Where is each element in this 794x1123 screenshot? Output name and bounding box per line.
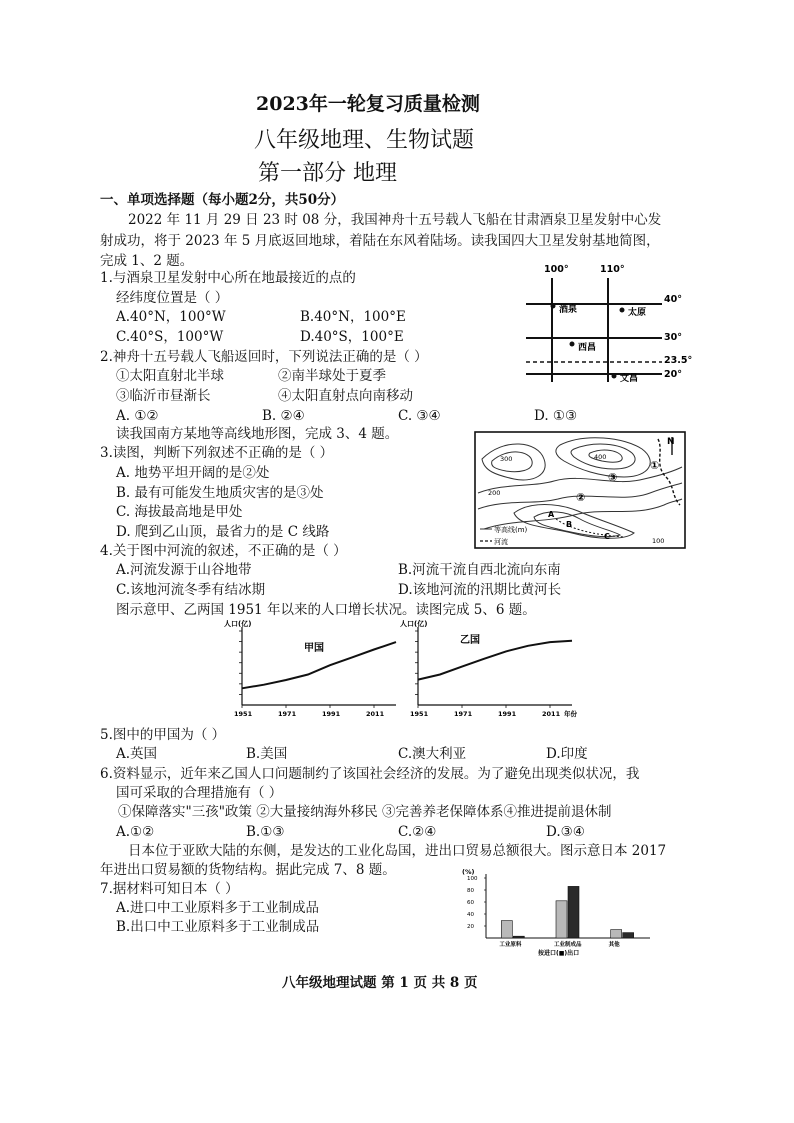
bar-import <box>556 901 567 938</box>
bar-export <box>513 936 524 938</box>
point-2-label: ② <box>576 491 586 504</box>
question-2-option-c: C. ③④ <box>398 408 441 424</box>
legend-river: 河流 <box>494 538 508 546</box>
taiyuan-marker <box>620 308 625 313</box>
x-tick-label: 1991 <box>498 710 517 718</box>
x-tick-label: 1971 <box>278 710 297 718</box>
chart-title: 乙国 <box>460 635 480 646</box>
exam-title: 2023年一轮复习质量检测 <box>256 93 480 115</box>
legend-contour: 等高线(m) <box>494 526 528 534</box>
elevation-label: 100 <box>652 537 665 545</box>
question-1-stem: 经纬度位置是（ ） <box>116 290 229 306</box>
y-axis-label: (%) <box>462 868 475 876</box>
question-1-option-c: C.40°S，100°W <box>116 329 224 345</box>
question-2-item: ①太阳直射北半球 <box>116 368 224 384</box>
question-2-item: ③临沂市昼渐长 <box>116 388 211 404</box>
city-wenchang: 文昌 <box>620 374 639 384</box>
y-tick-label: 80 <box>467 888 474 894</box>
question-3-stem: 3.读图，判断下列叙述不正确的是（ ） <box>100 445 334 461</box>
city-jiuquan: 酒泉 <box>559 305 578 315</box>
route-b-label: B <box>566 520 573 529</box>
question-4-option-c: C.该地河流冬季有结冰期 <box>116 582 266 598</box>
y-axis-label: 人口(亿) <box>224 620 252 628</box>
bar-export <box>568 886 579 938</box>
elevation-label: 300 <box>500 455 513 463</box>
page-footer: 八年级地理试题 第 1 页 共 8 页 <box>282 975 478 991</box>
jiuquan-marker <box>551 304 556 309</box>
question-2-option-a: A. ①② <box>116 408 159 424</box>
lat-label-20: 20° <box>664 369 682 380</box>
xichang-marker <box>570 342 575 347</box>
question-3-option-d: D. 爬到乙山顶，最省力的是 C 线路 <box>116 524 330 540</box>
x-tick-label: 2011 <box>366 710 385 718</box>
city-xichang: 西昌 <box>578 343 597 353</box>
x-axis-label: 年份 <box>564 710 577 718</box>
intro-56: 图示意甲、乙两国 1951 年以来的人口增长状况。读图完成 5、6 题。 <box>116 602 536 618</box>
question-7-option-b: B.出口中工业原料多于工业制成品 <box>116 919 320 935</box>
question-4-option-d: D.该地河流的汛期比黄河长 <box>398 582 562 598</box>
contour-map <box>474 431 686 549</box>
x-tick-label: 1951 <box>234 710 253 718</box>
y-tick-label: 40 <box>467 912 474 918</box>
question-7-stem: 7.据材料可知日本（ ） <box>100 881 239 897</box>
question-1-option-b: B.40°N，100°E <box>300 309 406 325</box>
question-4-stem: 4.关于图中河流的叙述，不正确的是（ ） <box>100 543 347 559</box>
question-5-option-a: A.英国 <box>116 746 158 762</box>
question-5-option-c: C.澳大利亚 <box>398 746 467 762</box>
lon-label-100: 100° <box>544 264 569 275</box>
bar-import <box>501 921 512 938</box>
population-chart-jia <box>220 617 406 721</box>
question-2-stem: 2.神舟十五号载人飞船返回时，下列说法正确的是（ ） <box>100 349 428 365</box>
series-line <box>418 641 572 680</box>
exam-subtitle: 八年级地理、生物试题 <box>254 128 475 153</box>
x-tick-label: 2011 <box>542 710 561 718</box>
question-2-item: ④太阳直射点向南移动 <box>278 388 413 404</box>
japan-trade-chart <box>460 866 660 958</box>
question-5-option-d: D.印度 <box>546 746 588 762</box>
x-tick-label: 其他 <box>608 942 620 948</box>
legend-label: 按进口(■)出口 <box>538 950 580 957</box>
y-tick-label: 60 <box>467 900 474 906</box>
question-6-option-c: C.②④ <box>398 824 437 840</box>
question-4-option-b: B.河流干流自西北流向东南 <box>398 562 561 578</box>
intro-34: 读我国南方某地等高线地形图，完成 3、4 题。 <box>116 426 399 442</box>
north-label: N <box>667 437 675 447</box>
lat-label-40: 40° <box>664 294 682 305</box>
bar-export <box>623 933 634 938</box>
elevation-label: 400 <box>594 453 607 461</box>
question-6-option-d: D.③④ <box>546 824 585 840</box>
intro-78: 年进出口贸易额的货物结构。据此完成 7、8 题。 <box>100 862 396 878</box>
x-tick-label: 1971 <box>454 710 473 718</box>
question-1-stem: 1.与酒泉卫星发射中心所在地最接近的点的 <box>100 270 356 286</box>
x-tick-label: 1951 <box>410 710 429 718</box>
bar-import <box>611 930 622 938</box>
question-5-option-b: B.美国 <box>246 746 288 762</box>
intro-line: 射成功，将于 2023 年 5 月底返回地球，着陆在东风着陆场。读我国四大卫星发射基地简图， <box>100 233 660 249</box>
launch-sites-map <box>512 260 708 398</box>
city-taiyuan: 太原 <box>628 308 647 318</box>
question-4-option-a: A.河流发源于山谷地带 <box>116 562 252 578</box>
point-1-label: ① <box>650 459 660 472</box>
lat-label-23: 23.5° <box>664 355 693 366</box>
point-3-label: ③ <box>608 471 618 484</box>
question-2-option-b: B. ②④ <box>262 408 305 424</box>
y-axis-label: 人口(亿) <box>400 620 428 628</box>
question-1-option-a: A.40°N，100°W <box>116 309 226 325</box>
question-6-items: ①保障落实"三孩"政策 ②大量接纳海外移民 ③完善养老保障体系④推进提前退休制 <box>118 804 612 820</box>
part-title: 第一部分 地理 <box>258 161 397 186</box>
question-6-stem: 国可采取的合理措施有（ ） <box>116 785 283 801</box>
x-tick-label: 1991 <box>322 710 341 718</box>
intro-line: 2022 年 11 月 29 日 23 时 08 分，我国神舟十五号载人飞船在甘肃酒泉卫星发射中心发 <box>128 212 662 228</box>
question-6-stem: 6.资料显示，近年来乙国人口问题制约了该国社会经济的发展。为了避免出现类似状况，我 <box>100 766 640 782</box>
section-heading: 一、单项选择题（每小题2分，共50分） <box>100 192 345 208</box>
question-1-option-d: D.40°S，100°E <box>300 329 404 345</box>
question-3-option-a: A. 地势平坦开阔的是②处 <box>116 465 270 481</box>
chart-title: 甲国 <box>304 643 324 654</box>
y-tick-label: 100 <box>467 876 478 882</box>
x-tick-label: 工业原料 <box>499 942 522 948</box>
question-6-option-a: A.①② <box>116 824 155 840</box>
question-3-option-b: B. 最有可能发生地质灾害的是③处 <box>116 485 324 501</box>
question-3-option-c: C. 海拔最高地是甲处 <box>116 504 243 520</box>
wenchang-marker <box>612 374 617 379</box>
intro-line: 完成 1、2 题。 <box>100 253 194 269</box>
question-5-stem: 5.图中的甲国为（ ） <box>100 727 226 743</box>
question-2-item: ②南半球处于夏季 <box>278 368 386 384</box>
question-7-option-a: A.进口中工业原料多于工业制成品 <box>116 900 320 916</box>
route-a-label: A <box>548 510 555 519</box>
lon-label-110: 110° <box>600 264 625 275</box>
question-2-option-d: D. ①③ <box>534 408 578 424</box>
x-tick-label: 工业制成品 <box>554 942 582 948</box>
intro-78: 日本位于亚欧大陆的东侧，是发达的工业化岛国，进出口贸易总额很大。图示意日本 2017 <box>128 843 667 859</box>
question-6-option-b: B.①③ <box>246 824 285 840</box>
route-c-label: C <box>604 532 610 541</box>
elevation-label: 200 <box>488 489 501 497</box>
lat-label-30: 30° <box>664 332 682 343</box>
population-chart-yi <box>396 617 582 721</box>
y-tick-label: 20 <box>467 924 474 930</box>
